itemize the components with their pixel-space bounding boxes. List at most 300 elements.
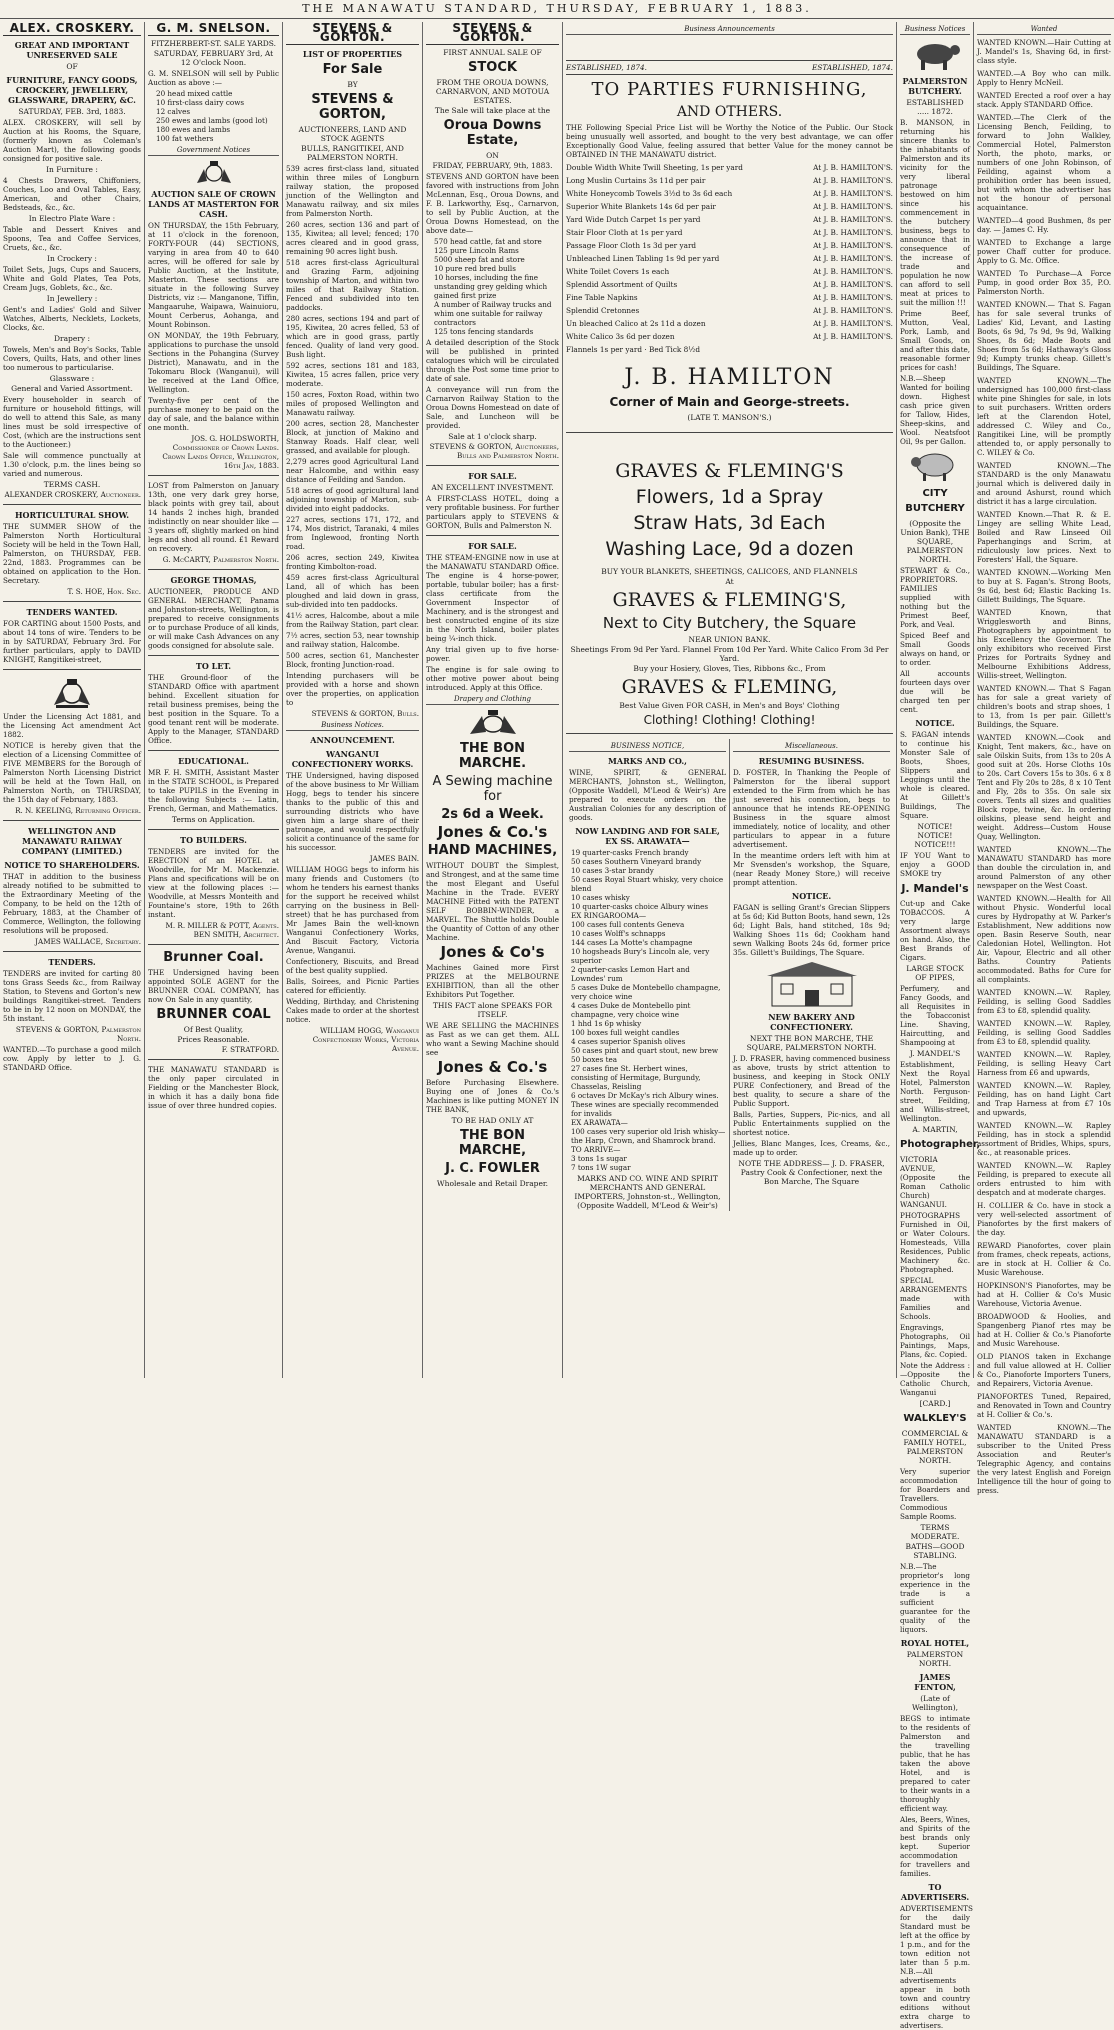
list-item: WANTED KNOWN.—W. Rapley Feilding, has in stock a splendid assortment of Bridles, Whips, spurs, &c., at reasonable prices. (977, 1121, 1111, 1157)
graves-lace: Washing Lace, 9d a dozen (605, 538, 854, 560)
misc-heading: Miscellaneous. (733, 742, 890, 752)
hamilton-corner: Corner of Main and George-streets. (609, 395, 850, 409)
list-item: 50 cases Southern Vineyard brandy (571, 857, 702, 866)
city-butchery-sub: (Opposite the Union Bank), THE SQUARE, PALMERSTON NORTH. (900, 519, 970, 564)
hort-heading: HORTICULTURAL SHOW. (14, 510, 130, 520)
list-item: 6 octaves Dr McKay's rich Albury wines. These wines are specially recommended for invalids (571, 1091, 719, 1118)
accommodation-text: Very superior accommodation for Boarders and Travellers. Commodious Sample Rooms. (900, 1467, 970, 1521)
spiced-text: Spiced Beef and Small Goods always on hand, or to order. (900, 631, 970, 667)
for-sale-sub: AN EXCELLENT INVESTMENT. (431, 483, 554, 492)
royal-coat-of-arms-icon (3, 675, 141, 709)
masthead: THE MANAWATU STANDARD, THURSDAY, FEBRUARY 1, 1883. (0, 0, 1114, 19)
crown-text-2: ON MONDAY, the 19th February, applications to purchase the unsold Sections in the Pohangina (Survey District), Manawatu, and in the Tokomaru Block (Wanganui), will be received at the Land Office, Wellington. (148, 331, 279, 394)
list-item (566, 213, 893, 226)
crown-signature: JOS. G. HOLDSWORTH, Commissioner of Crown Lands. Crown Lands Office, Wellington, 16th Jan, 1883. (162, 434, 279, 470)
for-sale: For Sale (322, 62, 383, 77)
list-item: WANTED.—A Boy who can milk. Apply to Henry McNeil. (977, 69, 1111, 87)
fraser-text: J. D. FRASER, having commenced business as above, trusts by strict attention to business, and keeping in Stock ONLY PURE Confectionery, and Bread of the best quality, to secure a share of the Public Support. (733, 1054, 891, 1108)
thomas-heading: GEORGE THOMAS, (170, 575, 257, 585)
item-name: Flannels 1s per yard · Bed Tick 8½d (566, 345, 701, 354)
column-butchery (896, 22, 981, 2030)
stewart-text: STEWART & Co., PROPRIETORS. FAMILIES supplied with nothing but the Primest Beef, Pork, and Veal. (900, 566, 970, 629)
for-sale-text: A FIRST-CLASS HOTEL, doing a very profitable business. For further particulars apply to STEVENS & GORTON, Bulls and Palmerston N. (426, 494, 559, 530)
edu-text: MR F. H. SMITH, Assistant Master in the STATE SCHOOL, is Prepared to take PUPILS in the Evening in the following Subjects :— Latin, French, German, and Mathematics. (148, 768, 279, 813)
list-item: 100 boxes full weight candles (571, 1028, 680, 1037)
wanted-heading: Wanted (977, 25, 1111, 35)
mandel-text: Cut-up and Cake TOBACCOS. A very large Assortment always on hand. Also, the Best Brands of Cigars. (900, 899, 970, 962)
furnishing-heading: TO PARTIES FURNISHING, (591, 79, 868, 100)
list-item: 2,279 acres good Agricultural Land near Halcombe, and within easy distance of Feilding and Sandon. (286, 457, 419, 484)
martin-heading: A. MARTIN, (912, 1125, 958, 1134)
firm-sub: AUCTIONEERS, LAND AND STOCK AGENTS (298, 125, 407, 143)
mandel-establishment: Establishment, Next the Royal Hotel, Palmerston North. Ferguson-street, Feilding, and Willis-street, Wellington. (900, 1060, 970, 1123)
graves-at: At (725, 577, 734, 586)
item-where: At J. B. HAMILTON'S. (813, 280, 893, 289)
engravings-text: Engravings, Photographs, Oil Paintings, Maps, Plans, &c. Copied. (900, 1323, 970, 1359)
list-item (566, 304, 893, 317)
list-item: 3 tons 1s sugar (571, 1154, 627, 1163)
list-item: 518 acres first-class Agricultural and Grazing Farm, adjoining township of Marton, and within two miles of that Railway Station. Fenced and subdivided into ten paddocks. (286, 258, 419, 312)
advertisers-heading: TO ADVERTISERS. (900, 1882, 970, 1902)
item-name: Fine Table Napkins (566, 293, 638, 302)
intending-text: Intending purchasers will be provided with a horse and shown over the properties, on application to (286, 671, 419, 707)
snelson-header: G. M. SNELSON. (148, 22, 279, 36)
stock-from: FROM THE OROUA DOWNS, CARNARVON, AND MOTOUA ESTATES. (435, 78, 550, 105)
hogg-text: WILLIAM HOGG begs to inform his many friends and Customers (to whom he tenders his earnest thanks for the support he received whilst carrying on the business in Bell-street) that he has purchased from Mr James Bain the well-known Wanganui Confectionery Works, And Biscuit Factory, Victoria Avenue, Wanganui. (286, 865, 419, 955)
plate-text: Table and Dessert Knives and Spoons, Tea and Coffee Services, Cruets, &c., &c. (3, 225, 141, 252)
fraser-text-2: Balls, Parties, Suppers, Pic-nics, and all Public Entertainments supplied on the shortest notice. (733, 1110, 890, 1137)
list-item: WANTED Known, that Wrigglesworth and Binns, Photographers by appointment to his Excellency the Governor. The only exhibitors who received First Prizes for Portraits Sydney and Melbourne Exhibitions Address, Willis-street, Wellington. (977, 608, 1111, 680)
announcement-text: THE Undersigned, having disposed of the above business to Mr William Hogg, begs to tender his sincere thanks to the public of this and surrounding districts who have given him a large share of their patronage, and would respectfully solicit a continuance of the same for his successor. (286, 771, 419, 852)
list-item (566, 226, 893, 239)
tenders-text: FOR CARTING about 1500 Posts, and about 14 tons of wire. Tenders to be in by SATURDAY, February 3rd. For further particulars, apply to DAVID KNIGHT, Rangitikei-street, (3, 619, 141, 664)
croskery-header: ALEX. CROSKERY. (3, 22, 141, 36)
coal-signature: F. STRATFORD. (221, 1045, 279, 1054)
list-item: 12 calves (156, 107, 191, 116)
item-name: Superior White Blankets 14s 6d per pair (566, 202, 716, 211)
list-item: 4 cases Duke de Montebello pint champagne, very choice wine (571, 1001, 691, 1019)
list-item: 518 acres of good agricultural land adjoining township of Marton, sub-divided into eight paddocks. (286, 486, 419, 513)
established-right: ESTABLISHED, 1874. (812, 63, 893, 72)
graves-buy: BUY YOUR BLANKETS, SHEETINGS, CALICOES, AND FLANNELS (601, 567, 858, 576)
card: [CARD.] (919, 1399, 951, 1408)
coal-heading: Brunner Coal. (163, 950, 264, 965)
landing-list (569, 848, 726, 1172)
column-stevens-properties (282, 22, 422, 1378)
item-where: At J. B. HAMILTON'S. (813, 189, 893, 198)
list-item: 50 boxes tea (571, 1055, 618, 1064)
marks-text: WINE, SPIRIT, & GENERAL MERCHANTS, Johnston st., Wellington, (Opposite Waddell, M'Leod & Weir's) Are prepared to execute orders on the Australian Colonies for any description of goods. (569, 768, 726, 822)
notice-notice: NOTICE! NOTICE! NOTICE!!! (914, 822, 956, 849)
list-item: WANTED KNOWN.—Health for All without Physic. Wonderful local cures by Hydropathy at W. Parker's Establishment, New additions now open. Basin Reserve South, near Caledonian Hotel, Wellington. Hot Air, Vapour, Electric and all other Baths. Country Patients accommodated. Baths for Cure for all complaints. (977, 894, 1111, 984)
bakery-location: NEXT THE BON MARCHE, THE SQUARE, PALMERSTON NORTH. (746, 1034, 877, 1052)
item-name: Un bleached Calico at 2s 11d a dozen (566, 319, 706, 328)
announcement-signature: JAMES BAIN. (369, 854, 419, 863)
crest-icon (426, 708, 559, 738)
list-item: WANTED.—The Clerk of the Licensing Bench, Feilding, to forward to John Walkley, Commercial Hotel, Palmerston North, the photo, marks, or numbers of one John Robinson, of Feilding, against whom a prohibition order has been issued, but with whom the advertiser has not the honour of personal acquaintance. (977, 113, 1111, 212)
list-item: 10 cases Wolff's schnapps (571, 929, 666, 938)
photographer: Photographer, (900, 1139, 981, 1150)
furniture-text: 4 Chests Drawers, Chiffoniers, Couches, Loo and Oval Tables, Easy, American, and other Chairs, Bedsteads, &c., &c. (3, 176, 141, 212)
notice-heading: NOTICE. (791, 891, 832, 901)
list-item: 10 quarter-casks choice Albury wines (571, 902, 709, 911)
royal-hotel-heading: ROYAL HOTEL, (900, 1638, 970, 1648)
sale-items: FURNITURE, FANCY GOODS, CROCKERY, JEWELLERY, GLASSWARE, DRAPERY, &C. (6, 75, 138, 105)
stock-list (148, 89, 279, 143)
list-item (566, 252, 893, 265)
item-where: At J. B. HAMILTON'S. (813, 319, 893, 328)
stevens-header-2: STEVENS & GORTON. (426, 22, 559, 45)
mandel-heading: J. Mandel's (901, 882, 969, 895)
list-item: REWARD Pianofortes, cover plain from frames, check repeats, actions, are in stock at H. Collier & Co. Music Warehouse. (977, 1241, 1111, 1277)
bakery-heading: NEW BAKERY AND CONFECTIONERY. (768, 1012, 855, 1032)
crown-heading: AUCTION SALE OF CROWN LANDS AT MASTERTON FOR CASH. (148, 189, 279, 219)
list-item: WANTED Erected a roof over a hay stack. Apply STANDARD Office. (977, 91, 1111, 109)
list-item: 19 quarter-casks French brandy (571, 848, 689, 857)
sale-date: SATURDAY, FEB. 3rd, 1883. (18, 107, 126, 116)
item-where: At J. B. HAMILTON'S. (813, 176, 893, 185)
sewing-machine: A Sewing machine for (432, 774, 553, 804)
item-where: At J. B. HAMILTON'S. (813, 163, 893, 172)
list-item: 50 cases pint and quart stout, new brew (571, 1046, 719, 1055)
list-item (566, 330, 893, 343)
list-item: WANTED KNOWN.—The undersigned has 100,000 first-class white pine Shingles for sale, in lots to suit purchasers. Written orders left at the Clarendon Hotel, addressed C. Wiley and Co., Rangitikei Line, will be promptly attended to, or apply personally to C. WILEY & Co. (977, 376, 1111, 457)
hort-signature: T. S. HOE, Hon. Sec. (67, 587, 141, 596)
accounts-text: All accounts fourteen days over due will be charged ten per cent. (900, 669, 970, 714)
jones-co-2: Jones & Co's (440, 943, 545, 961)
item-where: At J. B. HAMILTON'S. (813, 332, 893, 341)
bon-marche: THE BON MARCHE. (458, 741, 527, 771)
graves-near: NEAR UNION BANK. (688, 635, 771, 644)
licensing-notice: NOTICE is hereby given that the election of a Licensing Committee of FIVE MEMBERS for the Borough of Palmerston North Licensing District will be held at the Town Hall, on Palmerston North, on THURSDAY, the 15th day of February, 1883. (3, 741, 141, 804)
sale-title: GREAT AND IMPORTANT UNRESERVED SALE (14, 40, 130, 60)
fenton-text: BEGS to intimate to the residents of Palmerston and the travelling public, that he has taken the above Hotel, and is prepared to cater to their wants in a thoroughly efficient way. (900, 1714, 970, 1813)
smoke-text: IF YOU Want to enjoy a GOOD SMOKE try (900, 851, 970, 878)
sale-note: Every householder in search of furniture or household fittings, will do well to attend this Sale, as many lines must be sold irrespective of Cost, (which are the instructions sent to the Auctioneer.) (3, 395, 141, 449)
crest-icon (148, 159, 279, 185)
established-left: ESTABLISHED, 1874. (566, 63, 647, 72)
tenders2-heading: TENDERS. (48, 957, 96, 967)
builders-text: TENDERS are invited for the ERECTION of an HOTEL at Woodville, for Mr M. Mackenzie. Plans and specifications will be on view at the following places :— Woodville, at Messrs Monteith and Fountaine's store, 19th to 26th instant. (148, 847, 279, 919)
business-notice-heading: BUSINESS NOTICE, (569, 742, 726, 752)
by: BY (347, 80, 358, 89)
engine-text: THE STEAM-ENGINE now in use at the MANAWATU STANDARD Office. The engine is 4 horse-power, portable, tubular boiler; has a first-class certificate from the Government Inspector of Machinery, and is the strongest and best constructed engine of its size in the North Island, boiler plates being ¼-inch thick. (426, 553, 559, 643)
graves-clothing: Clothing! Clothing! Clothing! (643, 713, 816, 727)
thomas-text: AUCTIONEER, PRODUCE AND GENERAL MERCHANT, Panama and Johnston-streets, Wellington, is prepared to receive consignments or to purchase Produce of all kinds, or will make Cash Advances on any goods consigned for absolute sale. (148, 587, 279, 650)
properties-heading: LIST OF PROPERTIES (302, 49, 403, 59)
item-where: At J. B. HAMILTON'S. (813, 293, 893, 302)
list-item: BROADWOOD & Hoolies, and Spangenberg Pianof rtes may be had at H. Collier & Co.'s Pianoforte and Music Warehouse. (977, 1312, 1111, 1348)
marks-heading: MARKS AND CO., (608, 756, 687, 766)
jones-co-3: Jones & Co.'s (437, 1058, 548, 1076)
list-item: 10 horses, including the fine unstanding grey gelding which gained first prize (434, 273, 548, 300)
graves-buy-2: Buy your Hosiery, Gloves, Ties, Ribbons &c., From (633, 664, 826, 673)
list-item: 250 ewes and lambs (good lot) (156, 116, 268, 125)
hogg-text-4: Wedding, Birthday, and Christening Cakes made to order at the shortest notice. (286, 997, 419, 1024)
list-item: 125 tons fencing standards (434, 327, 534, 336)
fenton-sub: (Late of Wellington), (911, 1694, 959, 1712)
list-item (566, 317, 893, 330)
builders-heading: TO BUILDERS. (180, 835, 247, 845)
first-annual: FIRST ANNUAL SALE OF (443, 48, 542, 57)
list-item: 7 tons 1W sugar (571, 1163, 631, 1172)
column-croskery (0, 22, 144, 1378)
stevens-header: STEVENS & GORTON. (286, 22, 419, 45)
list-item: 7½ acres, section 53, near township and railway station, Halcombe. (286, 631, 419, 649)
hogg-text-3: Balls, Soirees, and Picnic Parties catered for efficiently. (286, 977, 419, 995)
photos-text: PHOTOGRAPHS Furnished in Oil, or Water Colours. Homesteads, Villa Residences, Public Machinery &c. Photographed. (900, 1211, 970, 1274)
graves-next: Next to City Butchery, the Square (602, 614, 857, 632)
column-stevens-stock (422, 22, 562, 1378)
announcement-sub: WANGANUI CONFECTIONERY WORKS. (291, 749, 414, 769)
list-item: 5000 sheep fat and store (434, 255, 525, 264)
crown-text: ON THURSDAY, the 15th February, at 11 o'clock in the forenoon, FORTY-FOUR (44) SECTIONS, varying in area from 40 to 640 acres, will be offered for sale by Public Auction, at the Institute, Masterton. These sections are situate in the following Survey Districts, viz :— Manganone, Tiffin, Mangaaruhe, Waipawa, Wainuioru, Mount Cerberus, Aohanga, and Mount Robinson. (148, 221, 279, 329)
business-notices-heading: Business Notices. (286, 721, 419, 731)
mandel-heading-2: J. MANDEL'S (909, 1049, 961, 1058)
had-only: TO BE HAD ONLY AT (451, 1116, 534, 1125)
doubt-text: WITHOUT DOUBT the Simplest, and Strongest, and at the same time the most Elegant and Useful Machine in the Trade. EVERY MACHINE Fitted with the PATENT SELF BOBBIN-WINDER, a MARVEL. The Shuttle holds Double the Quantity of Cotton of any other Machine. (426, 861, 559, 942)
list-item: WANTED KNOWN.—The MANAWATU STANDARD has more than double the circulation in, and around Palmerston of any other newspaper on the West Coast. (977, 845, 1111, 890)
list-item: 2 quarter-casks Lemon Hart and Lowndes' rum (571, 965, 690, 983)
item-name: Double Width White Twill Sheeting, 1s per yard (566, 163, 743, 172)
item-name: White Honeycomb Towels 3½d to 3s 6d each (566, 189, 733, 198)
business-announcements-heading: Business Announcements (566, 25, 893, 35)
list-item: 150 acres, Foxton Road, within two miles of proposed Wellington and Manawatu railway. (286, 390, 419, 417)
list-item: 10 cases 3-star brandy (571, 866, 654, 875)
fact-text: THIS FACT alone SPEAKS FOR ITSELF. (432, 1001, 553, 1019)
fenton-heading: JAMES FENTON, (914, 1672, 956, 1692)
list-item: WANTED KNOWN.—W. Rapley, Feilding, is selling Good Saddles from £3 to £8, splendid quality. (977, 988, 1111, 1015)
standard-circulation: THE MANAWATU STANDARD is the only paper circulated in Fielding or the Manchester Block, in which it has a daily bona fide issue of over three hundred copies. (148, 1065, 279, 1110)
stevens-signature: STEVENS & GORTON, Bulls. (311, 709, 419, 718)
fagan-text: FAGAN is selling Grant's Grecian Slippers at 5s 6d; Kid Button Boots, hand sewn, 12s 6d; Light Bals, hand stitched, 18s 9d; Walking Shoes 11s 6d; Cookham hand sewn Walking Boots 24s 6d, former price 35s. Gillett's Buildings, The Square. (733, 903, 891, 957)
stock-heading: STOCK (468, 60, 517, 75)
list-item: EX ARAWATA— (571, 1118, 628, 1127)
hamilton-late: (LATE T. MANSON'S.) (687, 413, 772, 422)
list-item: WANTED KNOWN.— That S. Fagan has for sale several trunks of Ladies' Kid, Levant, and Lasting Boots, 6s 9d, 7s 9d, 9s 9d, Walking Shoes, 8s 6d; Made Boots and Shoes from 5s 6d; Hathaway's Gloss 9d; Kumpty trunks cheap. Gillett's Buildings, The Square. (977, 300, 1111, 372)
crockery-text: Toilet Sets, Jugs, Cups and Saucers, White and Gold Plates, Tea Pots, Cream Jugs, Goblets, &c., &c. (3, 265, 141, 292)
stock-signature: STEVENS & GORTON, Auctioneers, Bulls and Palmerston North. (429, 442, 559, 460)
nb-text: N.B.—Sheep Wanted for boiling down. Highest cash price given for Tallow, Hides, Sheep-skins, and Wool. Neatsfoot Oil, 9s per Gallon. (900, 374, 970, 446)
foster-text-2: In the meantime orders left with him at Mr Svensden's workshop, the Square, (near Ready Money Store,) will receive prompt attention. (733, 851, 890, 887)
graves-heading: GRAVES & FLEMING'S (615, 460, 844, 482)
column-wanted (973, 22, 1114, 1495)
hogg-signature: WILLIAM HOGG, Wanganui Confectionery Works, Victoria Avenue. (312, 1026, 419, 1053)
item-name: Yard Wide Dutch Carpet 1s per yard (566, 215, 701, 224)
list-item: WANTED KNOWN.—The MANAWATU STANDARD is a subscriber to the United Press Association and Reuter's Telegraphic Agency, and contains the very latest English and Foreign Intelligence till the hour of going to press. (977, 1423, 1111, 1495)
coal-text: THE Undersigned having been appointed SOLE AGENT for the BRUNNER COAL COMPANY, has now On Sale in any quantity, (148, 968, 279, 1004)
stock-items (426, 237, 559, 336)
list-item (566, 200, 893, 213)
to-let-text: THE Ground-floor of the STANDARD Office with apartment behind. Excellent situation for retail business premises, being the best position in the Square. To a good tenant rent will be moderate. Apply to the Manager, STANDARD Office. (148, 673, 279, 745)
croskery-signature: ALEXANDER CROSKERY, Auctioneer. (4, 490, 141, 499)
list-item: 200 acres, section 28, Manchester Block, at junction of Makino and Stanway Roads. Half clear, well grassed, and available for plough. (286, 419, 419, 455)
graves-heading-3: GRAVES & FLEMING, (621, 676, 838, 698)
list-item: WANTED Known.—That R. & E. Lingey are selling White Lead, Boiled and Raw Linseed Oil Paperhangings and Scrim, at ridiculously low prices. Next to Foresters' Hall, the Square. (977, 510, 1111, 564)
fraser-text-3: Jellies, Blanc Manges, Ices, Creams, &c., made up to order. (733, 1139, 890, 1157)
list-item: 10 pure red bred bulls (434, 264, 516, 273)
list-item: 570 head cattle, fat and store (434, 237, 542, 246)
graves-best: Best Value Given FOR CASH, in Men's and Boys' Clothing (619, 701, 840, 710)
list-item: 144 cases La Motte's champagne (571, 938, 693, 947)
fraser-signature: NOTE THE ADDRESS— J. D. FRASER, Pastry Cook & Confectioner, next the Bon Marche, The Square (738, 1159, 885, 1186)
tenders2-signature: STEVENS & GORTON, Palmerston North. (15, 1025, 141, 1043)
sale-of: OF (66, 62, 78, 71)
licensing-signature: R. N. KEELING, Returning Officer. (15, 806, 141, 815)
list-item: 260 acres, section 136 and part of 135, Kiwitea; all level; fenced; 170 acres cleared and in good grass, remaining 90 acres light bush. (286, 220, 419, 256)
licensing-act: Under the Licensing Act 1881, and the Licensing Act amendment Act 1882. (3, 712, 141, 739)
graves-sheetings: Sheetings From 9d Per Yard. Flannel From 10d Per Yard. White Calico From 3d Per Yard. (570, 645, 889, 663)
list-item (566, 161, 893, 174)
item-where: At J. B. HAMILTON'S. (813, 306, 893, 315)
item-name: Splendid Assortment of Quilts (566, 280, 678, 289)
manson-text: B. MANSON, in returning his sincere thanks to the inhabitants of Palmerston and its vicinity for the very liberal patronage bestowed on him since his commencement in the butchery business, begs to announce that in consequence of the increase of trade and population he now can afford to sell meat at prices to suit the million !!! (900, 118, 970, 307)
for-sale-heading: FOR SALE. (468, 471, 517, 481)
edu-terms: Terms on Application. (171, 815, 256, 824)
butchery-established: ESTABLISHED ..... 1872. (906, 98, 964, 116)
plate-heading: In Electro Plate Ware : (28, 214, 116, 223)
list-item: 5 cases Duke de Montebello champagne, very choice wine (571, 983, 721, 1001)
stock-on: ON (486, 151, 499, 160)
list-item: 500 acres, section 61, Manchester Block, fronting Junction-road. (286, 651, 419, 669)
sale-time: Sale will commence punctually at 1.30 o'clock, p.m. the lines being so varied and numerous. (3, 451, 141, 478)
property-list (286, 164, 419, 669)
special-text: SPECIAL ARRANGEMENTS made with Families and Schools. (900, 1276, 970, 1321)
glassware-heading: Glassware : (49, 374, 95, 383)
list-item: 41½ acres, Halcombe, about a mile from the Railway Station, part clear. (286, 611, 419, 629)
jewellery-heading: In Jewellery : (46, 294, 98, 303)
drapery-heading: Drapery : (53, 334, 91, 343)
gov-notices-heading: Government Notices (148, 146, 279, 156)
announcement-heading: ANNOUNCEMENT. (310, 735, 395, 745)
before-text: Before Purchasing Elsewhere. Buying one of Jones & Co.'s Machines is like putting MONEY IN THE BANK, (426, 1078, 559, 1114)
coal-brand: BRUNNER COAL (156, 1007, 271, 1022)
prizes-text: Machines Gained more First PRIZES at the MELBOURNE EXHIBITION, than all the other Exhibitors Put Together. (426, 963, 559, 999)
baths: BATHS—GOOD STABLING. (905, 1542, 965, 1560)
stock-instructions: STEVENS AND GORTON have been favored with instructions from John McLennan, Esq., Oroua Downs, and F. B. Larkworthy, Esq., Carnarvon, to sell by Public Auction, at the Oroua Downs Homestead, on the above date— (426, 172, 559, 235)
list-item: 459 acres first-class Agricultural Land, all of which has been ploughed and laid down in grass, sub-divided into ten paddocks. (286, 573, 419, 609)
list-item (566, 239, 893, 252)
fowler-sub: Wholesale and Retail Draper. (436, 1179, 549, 1188)
list-item: 10 cases whisky (571, 893, 630, 902)
hogg-text-2: Confectionery, Biscuits, and Bread of the best quality supplied. (286, 957, 419, 975)
list-item: A number of Railway trucks and whim one suitable for railway contractors (434, 300, 552, 327)
list-item: 592 acres, sections 181 and 183, Kiwitea, 15 acres fallen, price very moderate. (286, 361, 419, 388)
fowler: J. C. FOWLER (445, 1161, 540, 1176)
hort-text: THE SUMMER SHOW of the Palmerston North Horticultural Society will be held in the Town Hall, Palmerston, on THURSDAY, FEB. 22nd, 1883. Programmes can be obtained on application to the Hon. Secretary. (3, 522, 141, 585)
list-item: H. COLLIER & Co. have in stock a very well-selected assortment of Pianofortes by the first makers of the day. (977, 1201, 1111, 1237)
cow-wanted: WANTED.—To purchase a good milch cow. Apply by letter to J. G. STANDARD Office. (3, 1045, 141, 1072)
firm-name: STEVENS & GORTON, (311, 92, 394, 122)
list-item: 27 cases fine St. Herbert wines, consisting of Hermitage, Burgundy, Chasselas, Reisling (571, 1064, 701, 1091)
engine-text-2: Any trial given up to five horse-power. (426, 645, 559, 663)
price-list (566, 161, 893, 356)
list-item: WANTED KNOWN.—The STANDARD is the only Manawatu journal which is delivered daily in and around Ashurst, round which district it has a large circulation. (977, 461, 1111, 506)
butchery-heading: PALMERSTON BUTCHERY. (902, 76, 968, 96)
coal-prices: Prices Reasonable. (177, 1035, 250, 1044)
list-item: 4 cases superior Spanish olives (571, 1037, 686, 1046)
prime-text: Prime Beef, Mutton, Veal, Pork, Lamb, and Small Goods, on and after this date, reasonable former prices for cash! (900, 309, 970, 372)
ales-text: Ales, Beers, Wines, and Spirits of the best brands only kept. Superior accommodation for travellers and families. (900, 1815, 970, 1878)
hamilton-name: J. B. HAMILTON (624, 365, 835, 390)
sale-intro: ALEX. CROSKERY, will sell by Auction at his Rooms, the Square, (formerly known as Coleman's Auction Mart), the following goods consigned for positive sale. (3, 118, 141, 163)
stock-time: Sale at 1 o'clock sharp. (448, 432, 537, 441)
wanted-list (977, 38, 1111, 1495)
advertisers-text: ADVERTISEMENTS for the daily Standard must be left at the office by 1 p.m., and for the town edition not later than 5 p.m. N.B.—All advertisements appear in both town and country editions without extra charge to advertisers. (900, 1904, 973, 2030)
list-item (566, 187, 893, 200)
list-item: 539 acres first-class land, situated within three miles of Longburn railway station, the proposed junction of the Wellington and Manawatu railway, and six miles from Palmerston North. (286, 164, 419, 218)
lost-horse: LOST from Palmerston on January 13th, one very dark grey horse, black points with grey tail, about 14 hands 2 inches high, branded indistinctly on near shoulder like — 3 years off, slightly marked on hind legs and shod all round. £1 Reward on recovery. (148, 481, 279, 553)
tenders-heading: TENDERS WANTED. (26, 607, 118, 617)
lost-signature: G. McCARTY, Palmerston North. (162, 555, 279, 564)
edu-heading: EDUCATIONAL. (178, 756, 249, 766)
royal-hotel-sub: PALMERSTON NORTH. (906, 1650, 964, 1668)
list-item (566, 343, 893, 356)
item-where: At J. B. HAMILTON'S. (813, 202, 893, 211)
estate-name: Oroua Downs Estate, (443, 118, 542, 148)
list-item: 1 hhd 1s 6p whisky (571, 1019, 642, 1028)
landing-heading: NOW LANDING AND FOR SALE, EX SS. ARAWATA— (575, 826, 720, 846)
furnishing-sub: AND OTHERS. (676, 104, 783, 120)
item-name: Long Muslin Curtains 3s 11d per pair (566, 176, 706, 185)
crockery-heading: In Crockery : (47, 254, 97, 263)
list-item: OLD PIANOS taken in Exchange and full value allowed at H. Collier & Co., Pianoforte Importers Tuners, and Repairers, Victoria Avenue. (977, 1352, 1111, 1388)
list-item: WANTED KNOWN.—W. Rapley, Feilding, is selling Heavy Cart Harness from £6 and upwards, (977, 1050, 1111, 1077)
item-name: White Calico 3s 6d per dozen (566, 332, 675, 341)
furniture-heading: In Furniture : (46, 165, 98, 174)
sheep-icon (900, 449, 970, 483)
address-text: Note the Address :—Opposite the Catholic Church, Wanganui (900, 1361, 970, 1397)
resuming-heading: RESUMING BUSINESS. (758, 756, 865, 766)
list-item: WANTED KNOWN.— That S Fagan has for sale a great variety of children's boots and strap shoes, 1 to 13, from 1s per pair. Gillett's Buildings, the Square. (977, 684, 1111, 729)
snelson-intro: G. M. SNELSON will sell by Public Auction as above :— (148, 69, 279, 87)
list-item (566, 278, 893, 291)
sewing-price: 2s 6d a Week. (441, 807, 544, 822)
marks-signature: MARKS AND CO. WINE AND SPIRIT MERCHANTS AND GENERAL IMPORTERS, Johnston-st., Wellington, (Opposite Waddell, M'Leod & Weir's) (574, 1174, 721, 1210)
list-item (566, 174, 893, 187)
bull-icon (900, 38, 970, 72)
general-text: General and Varied Assortment. (11, 384, 133, 393)
item-name: Stair Floor Cloth at 1s per yard (566, 228, 683, 237)
list-item (566, 265, 893, 278)
list-item: EX RINGAROOMA— (571, 911, 647, 920)
fagan-text-2: S. FAGAN intends to continue his Monster Sale of Boots, Shoes, Slippers and Leggings until the whole is cleared. At Gillett's Buildings, The Square. (900, 730, 970, 820)
list-item: TO ARRIVE— (571, 1145, 621, 1154)
list-item: 180 ewes and lambs (156, 125, 231, 134)
list-item: 280 acres, sections 194 and part of 195, Kiwitea, 20 acres felled, 53 of which are in good grass, partly fenced. Quality of land very good. Bush light. (286, 314, 419, 359)
list-item: 20 head mixed cattle (156, 89, 233, 98)
snelson-date: SATURDAY, FEBRUARY 3rd, At 12 O'clock Noon. (153, 49, 274, 67)
business-notices-heading-2: Business Notices (900, 25, 970, 35)
terms-moderate: TERMS MODERATE. (910, 1523, 960, 1541)
graves-hats: Straw Hats, 3d Each (633, 512, 826, 534)
drapery-heading: Drapery and Clothing (426, 695, 559, 705)
walkley-sub: COMMERCIAL & FAMILY HOTEL, PALMERSTON NORTH. (901, 1429, 969, 1465)
for-sale2-heading: FOR SALE. (468, 541, 517, 551)
stock-place: The Sale will take place at the (434, 106, 551, 115)
item-name: Passage Floor Cloth 1s 3d per yard (566, 241, 697, 250)
stock-detail: A detailed description of the Stock will be published in printed catalogues which will be circulated through the Post some time prior to date of sale. (426, 338, 559, 383)
city-butchery-heading: CITY BUTCHERY (905, 488, 965, 514)
list-item: 125 pure Lincoln Rams (434, 246, 519, 255)
list-item: HOPKINSON'S Pianofortes, may be had at H. Collier & Co's Music Warehouse, Victoria Avenue. (977, 1281, 1111, 1308)
item-where: At J. B. HAMILTON'S. (813, 228, 893, 237)
list-item (566, 291, 893, 304)
list-item: 227 acres, sections 171, 172, and 174, Mos district, Taranaki, 4 miles from Inglewood, fronting North road. (286, 515, 419, 551)
railway-signature: JAMES WALLACE, Secretary. (35, 937, 141, 946)
railway-subheading: NOTICE TO SHAREHOLDERS. (4, 860, 140, 870)
bon-marche-2: THE BON MARCHE, (458, 1128, 527, 1158)
